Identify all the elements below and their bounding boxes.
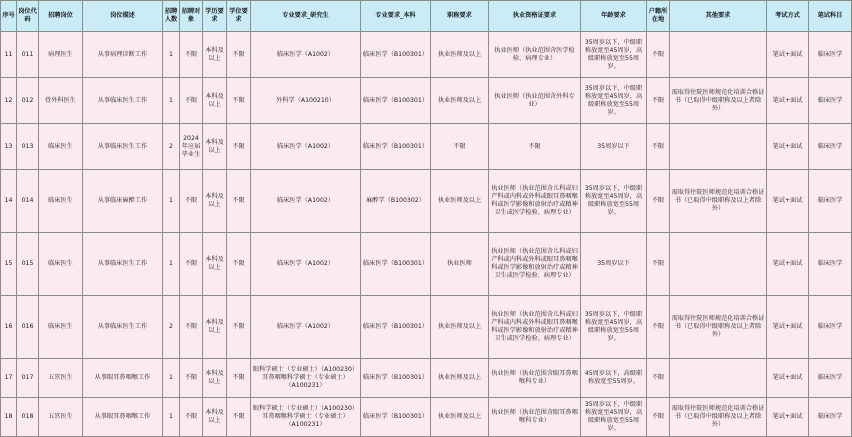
cell-post: 临床医生 (39, 296, 83, 359)
cell-degree: 不限 (227, 32, 251, 78)
header-row (1, 1, 852, 32)
cell-count: 2 (163, 296, 180, 359)
cell-degree: 不限 (227, 124, 251, 170)
cell-age: 35周岁以下，中级职称放宽至45周岁，高级职称放宽至55周岁。 (581, 398, 647, 437)
cell-education: 本科及以上 (203, 233, 227, 296)
cell-degree: 不限 (227, 296, 251, 359)
cell-age: 35周岁以下，中级职称放宽至45周岁，高级职称放宽至55周岁。 (581, 296, 647, 359)
table-row (1, 78, 852, 124)
cell-hukou: 不限 (647, 296, 670, 359)
cell-target: 2024年应届毕业生 (180, 124, 203, 170)
cell-target: 不限 (180, 296, 203, 359)
table-row (1, 296, 852, 359)
header-major-grad: 专业要求_研究生 (251, 1, 361, 32)
cell-count: 1 (163, 78, 180, 124)
header-hukou: 户籍所在地 (647, 1, 670, 32)
cell-hukou: 不限 (647, 78, 670, 124)
header-degree: 学位要求 (227, 1, 251, 32)
cell-exam-subject: 临床医学 (809, 124, 852, 170)
cell-other (670, 32, 767, 78)
header-count: 招聘人数 (163, 1, 180, 32)
cell-license: 不限 (489, 124, 581, 170)
cell-education: 本科及以上 (203, 170, 227, 233)
cell-exam-subject: 临床医学 (809, 32, 852, 78)
cell-target: 不限 (180, 170, 203, 233)
cell-title: 执业医师及以上 (431, 359, 489, 398)
cell-post: 骨外科医生 (39, 78, 83, 124)
header-exam-subject: 笔试科目 (809, 1, 852, 32)
cell-age: 35周岁以下 (581, 124, 647, 170)
cell-post-code: 014 (17, 170, 39, 233)
cell-exam-method: 笔试+面试 (767, 170, 809, 233)
cell-degree: 不限 (227, 78, 251, 124)
cell-description: 从事临床医生工作 (83, 124, 163, 170)
cell-target: 不限 (180, 398, 203, 437)
table-row (1, 32, 852, 78)
header-description: 岗位描述 (83, 1, 163, 32)
cell-target: 不限 (180, 32, 203, 78)
cell-exam-subject: 临床医学 (809, 233, 852, 296)
cell-count: 1 (163, 32, 180, 78)
cell-hukou: 不限 (647, 233, 670, 296)
cell-seq: 11 (1, 32, 17, 78)
cell-other: 需取得住院医师规范化培训合格证书（已取得中级职称及以上者除外） (670, 296, 767, 359)
cell-description: 从事病理诊断工作 (83, 32, 163, 78)
cell-post: 临床医生 (39, 124, 83, 170)
header-license: 执业资格证要求 (489, 1, 581, 32)
cell-license: 执业医师（执业范围含眼耳鼻咽喉科专业） (489, 359, 581, 398)
cell-license: 执业医师（执业范围含儿科或妇产科或内科或外科或眼耳鼻咽喉科或医学影像和放射治疗或精神卫生或医学检验、病理专业） (489, 170, 581, 233)
cell-age: 35周岁以下，中级职称放宽至45周岁，高级职称放宽至55周岁。 (581, 78, 647, 124)
cell-other (670, 359, 767, 398)
header-education: 学历要求 (203, 1, 227, 32)
cell-count: 2 (163, 124, 180, 170)
header-seq: 序号 (1, 1, 17, 32)
cell-hukou: 不限 (647, 124, 670, 170)
cell-education: 本科及以上 (203, 78, 227, 124)
cell-major-undergrad: 麻醉学（B100302） (361, 170, 431, 233)
cell-seq: 18 (1, 398, 17, 437)
cell-age: 35周岁以下 (581, 233, 647, 296)
cell-count: 1 (163, 359, 180, 398)
cell-other (670, 124, 767, 170)
cell-title: 执业医师及以上 (431, 32, 489, 78)
cell-seq: 15 (1, 233, 17, 296)
cell-degree: 不限 (227, 170, 251, 233)
cell-post-code: 018 (17, 398, 39, 437)
cell-license: 执业医师（执业范围含儿科或妇产科或内科或外科或眼耳鼻咽喉科或医学影像和放射治疗或精神卫生或医学检验、病理专业） (489, 233, 581, 296)
cell-description: 从事临床医生工作 (83, 78, 163, 124)
table-row (1, 170, 852, 233)
cell-exam-method: 笔试+面试 (767, 359, 809, 398)
cell-age: 35周岁以下，中级职称放宽至45周岁，高级职称放宽至55周岁。 (581, 170, 647, 233)
cell-post: 临床医生 (39, 233, 83, 296)
cell-seq: 17 (1, 359, 17, 398)
cell-title: 执业医师及以上 (431, 398, 489, 437)
cell-count: 1 (163, 398, 180, 437)
cell-major-grad: 眼科学硕士（专业硕士）（A100230）耳鼻咽喉科学硕士（专业硕士）（A100231） (251, 359, 361, 398)
cell-exam-method: 笔试+面试 (767, 124, 809, 170)
cell-hukou: 不限 (647, 398, 670, 437)
header-target: 招聘对象 (180, 1, 203, 32)
cell-description: 从事眼耳鼻咽喉工作 (83, 359, 163, 398)
cell-count: 1 (163, 170, 180, 233)
cell-description: 从事临床医生工作 (83, 296, 163, 359)
cell-count: 1 (163, 233, 180, 296)
cell-target: 不限 (180, 233, 203, 296)
cell-education: 本科及以上 (203, 124, 227, 170)
table-row (1, 233, 852, 296)
cell-major-grad: 临床医学（A1002） (251, 170, 361, 233)
cell-license: 执业医师（执业范围含外科专业） (489, 78, 581, 124)
cell-exam-subject: 临床医学 (809, 398, 852, 437)
cell-major-grad: 临床医学（A1002） (251, 233, 361, 296)
cell-education: 本科及以上 (203, 296, 227, 359)
cell-post-code: 015 (17, 233, 39, 296)
cell-major-undergrad: 临床医学（B100301） (361, 359, 431, 398)
cell-description: 从事临床医生工作 (83, 233, 163, 296)
cell-major-grad: 临床医学（A1002） (251, 124, 361, 170)
cell-license: 执业医师（执业范围含儿科或妇产科或内科或外科或眼耳鼻咽喉科或医学影像和放射治疗或精神卫生或医学检验、病理专业） (489, 296, 581, 359)
cell-exam-method: 笔试+面试 (767, 398, 809, 437)
cell-degree: 不限 (227, 359, 251, 398)
cell-post: 病理医生 (39, 32, 83, 78)
cell-post: 临床医生 (39, 170, 83, 233)
cell-description: 从事眼耳鼻咽喉工作 (83, 398, 163, 437)
cell-license: 执业医师（执业范围含医学检验、病理专业） (489, 32, 581, 78)
cell-major-undergrad: 临床医学（B100301） (361, 32, 431, 78)
cell-education: 本科及以上 (203, 32, 227, 78)
cell-exam-subject: 临床医学 (809, 296, 852, 359)
cell-seq: 14 (1, 170, 17, 233)
cell-target: 不限 (180, 359, 203, 398)
cell-major-undergrad: 临床医学（B100301） (361, 233, 431, 296)
cell-hukou: 不限 (647, 32, 670, 78)
cell-other: 需取得住院医师规范化培训合格证书（已取得中级职称及以上者除外） (670, 78, 767, 124)
cell-major-grad: 外科学（A100210） (251, 78, 361, 124)
table-row (1, 359, 852, 398)
cell-description: 从事临床麻醉工作 (83, 170, 163, 233)
cell-seq: 16 (1, 296, 17, 359)
header-title: 职称要求 (431, 1, 489, 32)
cell-education: 本科及以上 (203, 359, 227, 398)
cell-age: 35周岁以下，中级职称放宽至45周岁，高级职称放宽至55周岁。 (581, 32, 647, 78)
cell-other (670, 233, 767, 296)
cell-exam-method: 笔试+面试 (767, 78, 809, 124)
cell-major-grad: 临床医学（A1002） (251, 296, 361, 359)
table-row (1, 124, 852, 170)
header-major-undergrad: 专业要求_本科 (361, 1, 431, 32)
cell-major-undergrad: 临床医学（B100301） (361, 124, 431, 170)
cell-major-grad: 临床医学（A1002） (251, 32, 361, 78)
cell-other: 需取得住院医师规范化培训合格证书（已取得中级职称及以上者除外） (670, 398, 767, 437)
cell-post-code: 016 (17, 296, 39, 359)
cell-title: 执业医师及以上 (431, 78, 489, 124)
header-exam-method: 考试方式 (767, 1, 809, 32)
cell-hukou: 不限 (647, 359, 670, 398)
header-post: 招聘岗位 (39, 1, 83, 32)
cell-major-grad: 眼科学硕士（专业硕士）（A100230）耳鼻咽喉科学硕士（专业硕士）（A100231） (251, 398, 361, 437)
cell-education: 本科及以上 (203, 398, 227, 437)
cell-exam-method: 笔试+面试 (767, 32, 809, 78)
cell-degree: 不限 (227, 233, 251, 296)
cell-post-code: 017 (17, 359, 39, 398)
cell-target: 不限 (180, 78, 203, 124)
cell-degree: 不限 (227, 398, 251, 437)
cell-major-undergrad: 临床医学（B100301） (361, 78, 431, 124)
cell-title: 执业医师及以上 (431, 296, 489, 359)
cell-other: 需取得住院医师规范化培训合格证书（已取得中级职称及以上者除外） (670, 170, 767, 233)
cell-exam-subject: 临床医学 (809, 78, 852, 124)
cell-license: 执业医师（执业范围含眼耳鼻咽喉科专业） (489, 398, 581, 437)
cell-post: 五官医生 (39, 359, 83, 398)
cell-exam-method: 笔试+面试 (767, 296, 809, 359)
cell-post-code: 012 (17, 78, 39, 124)
header-post-code: 岗位代码 (17, 1, 39, 32)
cell-post: 五官医生 (39, 398, 83, 437)
header-age: 年龄要求 (581, 1, 647, 32)
header-other: 其他要求 (670, 1, 767, 32)
cell-post-code: 011 (17, 32, 39, 78)
cell-title: 执业医师 (431, 233, 489, 296)
cell-post-code: 013 (17, 124, 39, 170)
cell-title: 不限 (431, 124, 489, 170)
cell-major-undergrad: 临床医学（B100301） (361, 398, 431, 437)
cell-seq: 13 (1, 124, 17, 170)
cell-title: 执业医师及以上 (431, 170, 489, 233)
cell-exam-subject: 临床医学 (809, 359, 852, 398)
cell-major-undergrad: 临床医学（B100301） (361, 296, 431, 359)
cell-exam-subject: 临床医学 (809, 170, 852, 233)
cell-age: 45周岁以下，高级职称放宽至55周岁。 (581, 359, 647, 398)
cell-exam-method: 笔试+面试 (767, 233, 809, 296)
cell-seq: 12 (1, 78, 17, 124)
table-row (1, 398, 852, 437)
cell-hukou: 不限 (647, 170, 670, 233)
